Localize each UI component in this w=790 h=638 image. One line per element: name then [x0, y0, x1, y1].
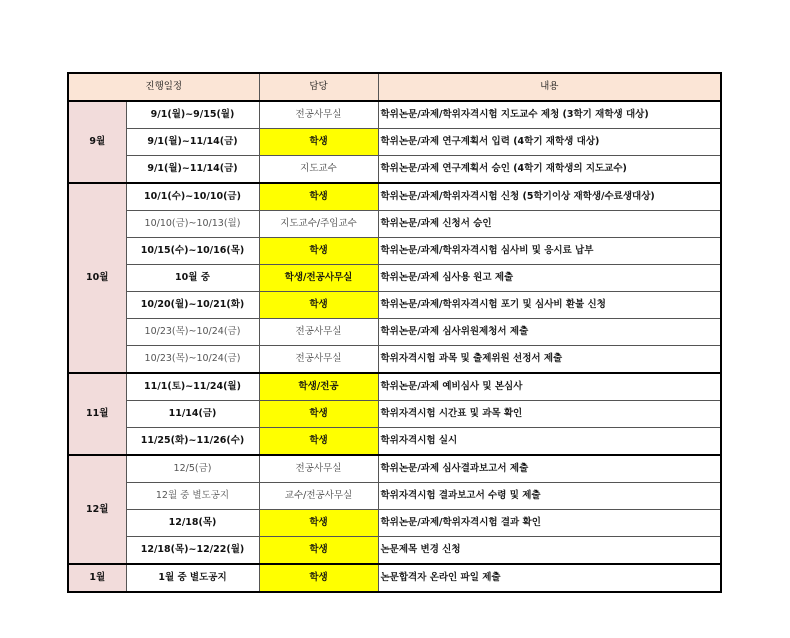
content-cell: 학위자격시험 실시: [378, 428, 721, 456]
content-cell: 학위자격시험 과목 및 출제위원 선정서 제출: [378, 346, 721, 374]
content-cell: 학위논문/과제/학위자격시험 신청 (5학기이상 재학생/수료생대상): [378, 183, 721, 211]
schedule-date-cell: 11/1(토)~11/24(월): [126, 373, 259, 401]
content-cell: 학위자격시험 결과보고서 수령 및 제출: [378, 483, 721, 510]
month-cell: 12월: [68, 455, 126, 564]
schedule-date-cell: 10/1(수)~10/10(금): [126, 183, 259, 211]
schedule-date-cell: 12/18(목)~12/22(월): [126, 537, 259, 565]
month-cell: 10월: [68, 183, 126, 373]
table-row: [68, 238, 721, 265]
responsible-cell: 학생: [259, 292, 378, 319]
schedule-date-cell: 9/1(월)~11/14(금): [126, 129, 259, 156]
content-cell: 학위논문/과제 심사결과보고서 제출: [378, 455, 721, 483]
responsible-cell: 전공사무실: [259, 455, 378, 483]
schedule-date-cell: 9/1(월)~11/14(금): [126, 156, 259, 184]
schedule-date-cell: 10/23(목)~10/24(금): [126, 319, 259, 346]
table-row: [68, 483, 721, 510]
responsible-cell: 전공사무실: [259, 101, 378, 129]
table-row: [68, 510, 721, 537]
responsible-cell: 학생/전공사무실: [259, 265, 378, 292]
responsible-cell: 학생: [259, 510, 378, 537]
responsible-cell: 교수/전공사무실: [259, 483, 378, 510]
month-cell: 11월: [68, 373, 126, 455]
content-cell: 논문제목 변경 신청: [378, 537, 721, 565]
schedule-body: [68, 101, 721, 592]
table-row: [68, 265, 721, 292]
responsible-cell: 지도교수/주임교수: [259, 211, 378, 238]
schedule-date-cell: 12월 중 별도공지: [126, 483, 259, 510]
content-cell: 학위자격시험 시간표 및 과목 확인: [378, 401, 721, 428]
responsible-cell: 전공사무실: [259, 346, 378, 374]
content-cell: 학위논문/과제/학위자격시험 결과 확인: [378, 510, 721, 537]
content-cell: 학위논문/과제 심사용 원고 제출: [378, 265, 721, 292]
content-cell: 학위논문/과제 심사위원제청서 제출: [378, 319, 721, 346]
content-cell: 학위논문/과제 연구계획서 승인 (4학기 재학생의 지도교수): [378, 156, 721, 184]
schedule-date-cell: 1월 중 별도공지: [126, 564, 259, 592]
responsible-cell: 학생: [259, 537, 378, 565]
schedule-date-cell: 10/20(월)~10/21(화): [126, 292, 259, 319]
schedule-table: [67, 72, 722, 593]
header-responsible: 담당: [259, 73, 378, 101]
schedule-date-cell: 11/14(금): [126, 401, 259, 428]
content-cell: 학위논문/과제 신청서 승인: [378, 211, 721, 238]
schedule-date-cell: 10/15(수)~10/16(목): [126, 238, 259, 265]
content-cell: 논문합격자 온라인 파일 제출: [378, 564, 721, 592]
schedule-date-cell: 12/5(금): [126, 455, 259, 483]
table-row: [68, 183, 721, 211]
schedule-date-cell: 12/18(목): [126, 510, 259, 537]
table-row: [68, 455, 721, 483]
schedule-date-cell: 9/1(월)~9/15(월): [126, 101, 259, 129]
schedule-date-cell: 10월 중: [126, 265, 259, 292]
table-row: [68, 129, 721, 156]
responsible-cell: 학생: [259, 401, 378, 428]
responsible-cell: 학생: [259, 428, 378, 456]
responsible-cell: 학생: [259, 564, 378, 592]
responsible-cell: 학생/전공: [259, 373, 378, 401]
table-row: [68, 101, 721, 129]
month-cell: 1월: [68, 564, 126, 592]
content-cell: 학위논문/과제/학위자격시험 지도교수 제청 (3학기 재학생 대상): [378, 101, 721, 129]
responsible-cell: 학생: [259, 129, 378, 156]
table-row: [68, 373, 721, 401]
schedule-date-cell: 10/23(목)~10/24(금): [126, 346, 259, 374]
table-row: [68, 346, 721, 374]
table-row: [68, 319, 721, 346]
content-cell: 학위논문/과제 예비심사 및 본심사: [378, 373, 721, 401]
content-cell: 학위논문/과제 연구계획서 입력 (4학기 재학생 대상): [378, 129, 721, 156]
content-cell: 학위논문/과제/학위자격시험 심사비 및 응시료 납부: [378, 238, 721, 265]
table-row: [68, 156, 721, 184]
table-row: [68, 564, 721, 592]
table-row: [68, 537, 721, 565]
responsible-cell: 전공사무실: [259, 319, 378, 346]
header-schedule: 진행일정: [68, 73, 259, 101]
responsible-cell: 학생: [259, 238, 378, 265]
header-content: 내용: [378, 73, 721, 101]
table-row: [68, 292, 721, 319]
schedule-date-cell: 11/25(화)~11/26(수): [126, 428, 259, 456]
table-row: [68, 428, 721, 456]
table-row: [68, 211, 721, 238]
month-cell: 9월: [68, 101, 126, 183]
header-row: [68, 73, 721, 101]
responsible-cell: 학생: [259, 183, 378, 211]
schedule-date-cell: 10/10(금)~10/13(월): [126, 211, 259, 238]
content-cell: 학위논문/과제/학위자격시험 포기 및 심사비 환불 신청: [378, 292, 721, 319]
table-row: [68, 401, 721, 428]
responsible-cell: 지도교수: [259, 156, 378, 184]
